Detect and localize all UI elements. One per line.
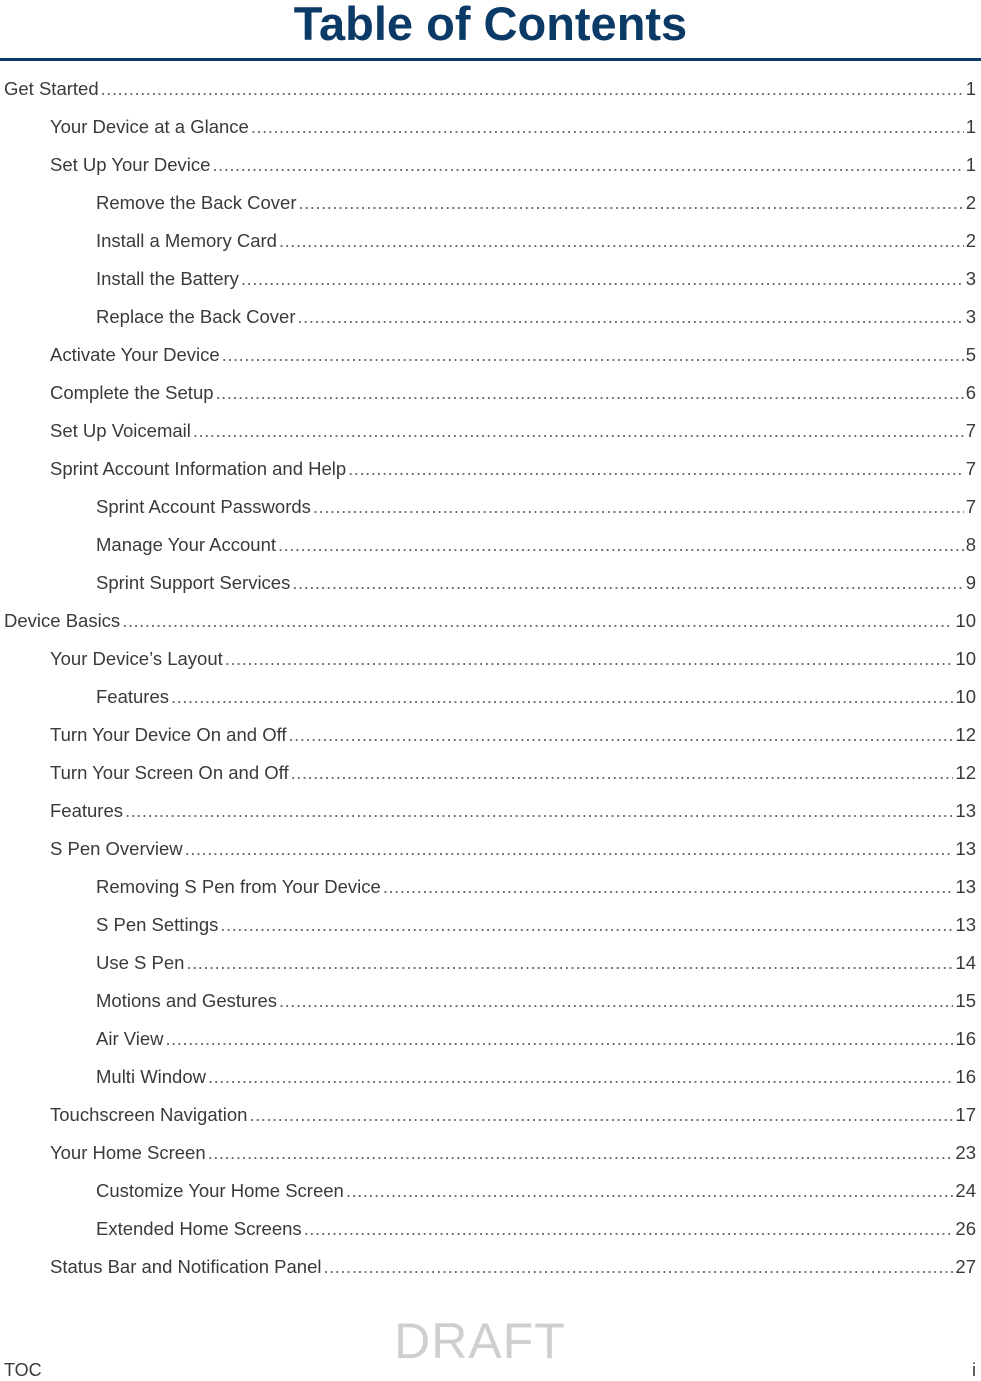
dot-leader — [222, 344, 964, 366]
dot-leader — [208, 1066, 953, 1088]
toc-entry[interactable] — [0, 526, 981, 564]
toc-entry-label: Device Basics — [4, 610, 121, 631]
toc-entry[interactable] — [0, 1096, 981, 1134]
toc-entry-label: Remove the Back Cover — [96, 192, 297, 213]
toc-entry-label: Customize Your Home Screen — [96, 1180, 344, 1201]
toc-entry[interactable] — [0, 1172, 981, 1210]
toc-entry-page-number: 1 — [965, 78, 976, 99]
dot-leader — [193, 420, 964, 442]
toc-entry[interactable] — [0, 754, 981, 792]
dot-leader — [220, 914, 953, 936]
toc-entry[interactable] — [0, 678, 981, 716]
toc-entry-page-number: 10 — [955, 610, 976, 631]
dot-leader — [313, 496, 964, 518]
toc-entry-label: Removing S Pen from Your Device — [96, 876, 381, 897]
toc-entry-page-number: 7 — [965, 496, 976, 517]
toc-entry-label: Set Up Your Device — [50, 154, 211, 175]
toc-entry[interactable] — [0, 640, 981, 678]
toc-entry-page-number: 10 — [955, 648, 976, 669]
toc-entry-label: S Pen Overview — [50, 838, 183, 859]
toc-entry[interactable] — [0, 450, 981, 488]
toc-entry-page-number: 26 — [955, 1218, 976, 1239]
toc-entry-label: Sprint Account Passwords — [96, 496, 311, 517]
toc-entry-label: Extended Home Screens — [96, 1218, 302, 1239]
toc-entry[interactable] — [0, 944, 981, 982]
toc-entry[interactable] — [0, 602, 981, 640]
toc-entry-label: Sprint Account Information and Help — [50, 458, 347, 479]
toc-entry-label: Touchscreen Navigation — [50, 1104, 248, 1125]
toc-entry-page-number: 3 — [965, 306, 976, 327]
toc-entry-page-number: 13 — [955, 914, 976, 935]
toc-entry[interactable] — [0, 906, 981, 944]
toc-entry-label: S Pen Settings — [96, 914, 219, 935]
dot-leader — [185, 838, 954, 860]
toc-entry-page-number: 10 — [955, 686, 976, 707]
toc-entry-page-number: 6 — [965, 382, 976, 403]
dot-leader — [299, 192, 964, 214]
toc-entry-label: Manage Your Account — [96, 534, 277, 555]
toc-entry[interactable] — [0, 564, 981, 602]
dot-leader — [122, 610, 953, 632]
toc-entry[interactable] — [0, 374, 981, 412]
toc-entry-page-number: 17 — [955, 1104, 976, 1125]
toc-entry-page-number: 1 — [965, 154, 976, 175]
dot-leader — [346, 1180, 954, 1202]
toc-entry-page-number: 3 — [965, 268, 976, 289]
toc-entry-page-number: 27 — [955, 1256, 976, 1277]
toc-entry[interactable] — [0, 412, 981, 450]
toc-entry-label: Your Device’s Layout — [50, 648, 223, 669]
toc-entry-label: Activate Your Device — [50, 344, 220, 365]
toc-entry-label: Install a Memory Card — [96, 230, 277, 251]
toc-entry-page-number: 8 — [965, 534, 976, 555]
footer-section-label: TOC — [4, 1360, 42, 1380]
toc-entry[interactable] — [0, 488, 981, 526]
toc-entry-page-number: 15 — [955, 990, 976, 1011]
toc-entry[interactable] — [0, 1134, 981, 1172]
dot-leader — [292, 572, 963, 594]
toc-entry-label: Your Device at a Glance — [50, 116, 249, 137]
toc-entry-page-number: 9 — [965, 572, 976, 593]
dot-leader — [279, 230, 964, 252]
toc-entry-label: Complete the Setup — [50, 382, 214, 403]
toc-entry[interactable] — [0, 146, 981, 184]
dot-leader — [216, 382, 964, 404]
dot-leader — [166, 1028, 954, 1050]
title-divider — [0, 58, 981, 61]
toc-entry[interactable] — [0, 184, 981, 222]
footer-page-number: i — [972, 1360, 976, 1380]
toc-entry-page-number: 7 — [965, 420, 976, 441]
toc-entry-page-number: 14 — [955, 952, 976, 973]
dot-leader — [212, 154, 963, 176]
toc-entry-page-number: 24 — [955, 1180, 976, 1201]
toc-entry-page-number: 2 — [965, 192, 976, 213]
toc-entry-label: Install the Battery — [96, 268, 239, 289]
dot-leader — [208, 1142, 954, 1164]
toc-entry-page-number: 5 — [965, 344, 976, 365]
dot-leader — [291, 762, 954, 784]
toc-entry[interactable] — [0, 1020, 981, 1058]
dot-leader — [348, 458, 964, 480]
toc-entry-page-number: 16 — [955, 1028, 976, 1049]
toc-entry[interactable] — [0, 792, 981, 830]
toc-entry-label: Get Started — [4, 78, 99, 99]
toc-entry-page-number: 13 — [955, 876, 976, 897]
dot-leader — [125, 800, 953, 822]
toc-entry-label: Air View — [96, 1028, 164, 1049]
toc-entry-page-number: 13 — [955, 800, 976, 821]
toc-entry[interactable] — [0, 1058, 981, 1096]
toc-entry-label: Motions and Gestures — [96, 990, 277, 1011]
toc-entry[interactable] — [0, 716, 981, 754]
toc-entry[interactable] — [0, 1248, 981, 1286]
toc-entry-label: Set Up Voicemail — [50, 420, 191, 441]
dot-leader — [225, 648, 954, 670]
toc-entry-page-number: 12 — [955, 724, 976, 745]
toc-entry-label: Multi Window — [96, 1066, 206, 1087]
toc-entry-page-number: 16 — [955, 1066, 976, 1087]
toc-entry-label: Use S Pen — [96, 952, 185, 973]
toc-entry[interactable] — [0, 982, 981, 1020]
toc-entry-label: Turn Your Device On and Off — [50, 724, 287, 745]
dot-leader — [304, 1218, 954, 1240]
toc-entry-page-number: 23 — [955, 1142, 976, 1163]
dot-leader — [278, 534, 964, 556]
draft-watermark: DRAFT — [394, 1313, 566, 1369]
toc-entry-label: Replace the Back Cover — [96, 306, 296, 327]
dot-leader — [383, 876, 954, 898]
toc-entry[interactable] — [0, 222, 981, 260]
toc-entry[interactable] — [0, 336, 981, 374]
toc-entry[interactable] — [0, 298, 981, 336]
toc-entry-page-number: 13 — [955, 838, 976, 859]
toc-entry-label: Status Bar and Notification Panel — [50, 1256, 322, 1277]
toc-entry-page-number: 1 — [965, 116, 976, 137]
dot-leader — [101, 78, 964, 100]
toc-entry[interactable] — [0, 830, 981, 868]
toc-entry-label: Features — [96, 686, 170, 707]
dot-leader — [241, 268, 964, 290]
toc-entry-label: Your Home Screen — [50, 1142, 206, 1163]
dot-leader — [324, 1256, 954, 1278]
toc-entry[interactable] — [0, 70, 981, 108]
dot-leader — [249, 1104, 953, 1126]
dot-leader — [298, 306, 964, 328]
dot-leader — [186, 952, 953, 974]
toc-entry-page-number: 12 — [955, 762, 976, 783]
dot-leader — [289, 724, 954, 746]
dot-leader — [171, 686, 953, 708]
toc-entry-page-number: 2 — [965, 230, 976, 251]
toc-entry[interactable] — [0, 1210, 981, 1248]
dot-leader — [251, 116, 964, 138]
toc-entry-page-number: 7 — [965, 458, 976, 479]
toc-entry-label: Features — [50, 800, 124, 821]
dot-leader — [279, 990, 953, 1012]
toc-entry[interactable] — [0, 260, 981, 298]
page-title: Table of Contents — [293, 0, 688, 50]
toc-entry[interactable] — [0, 868, 981, 906]
toc-entry-label: Turn Your Screen On and Off — [50, 762, 289, 783]
toc-entry[interactable] — [0, 108, 981, 146]
toc-entry-label: Sprint Support Services — [96, 572, 291, 593]
